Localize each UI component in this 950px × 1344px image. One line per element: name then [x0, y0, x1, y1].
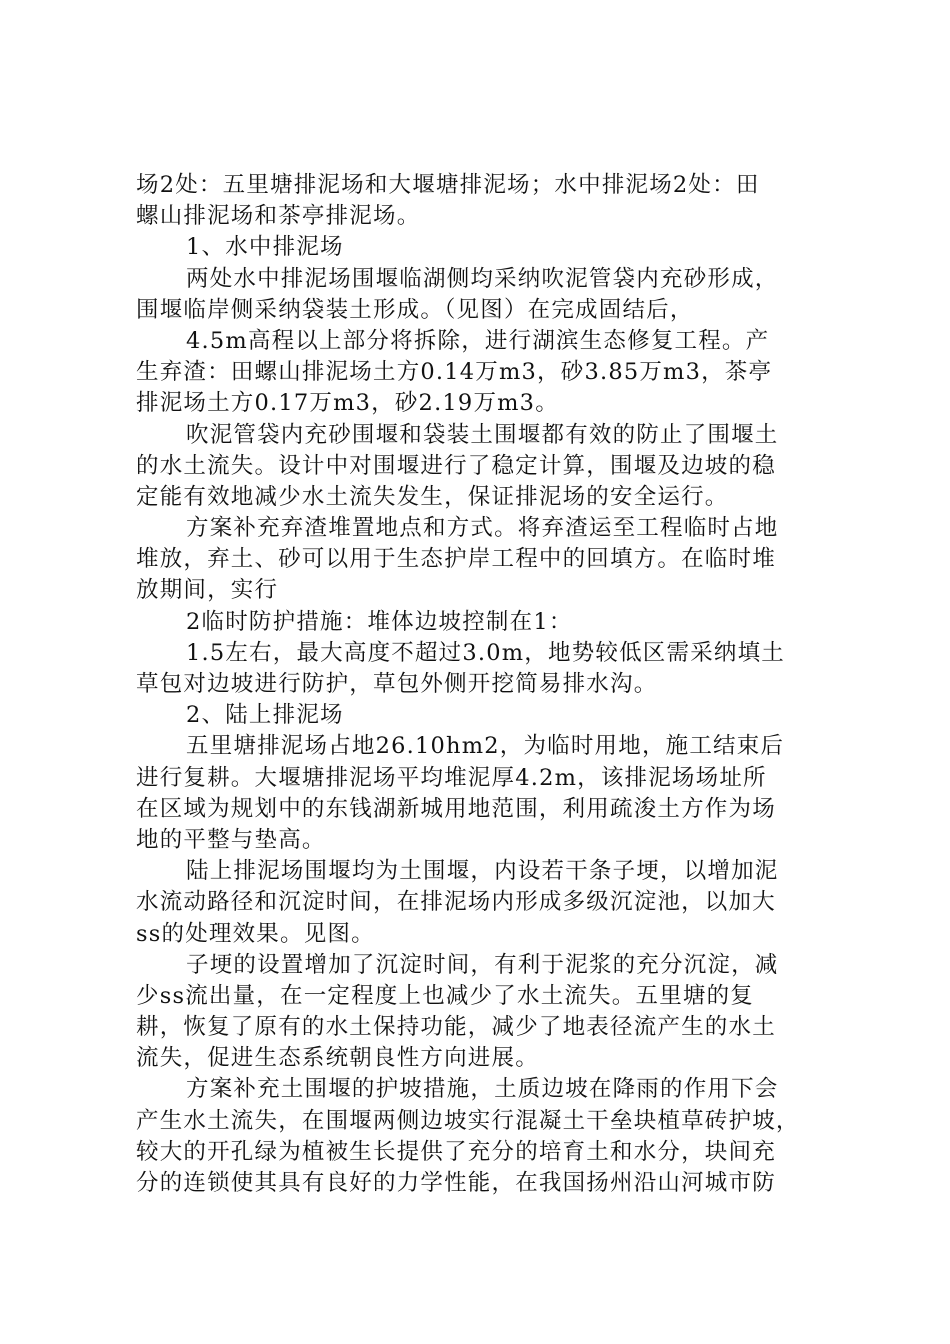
- text-line: 的水土流失。设计中对围堰进行了稳定计算，围堰及边坡的稳: [136, 452, 776, 479]
- text-line: 两处水中排泥场围堰临湖侧均采纳吹泥管袋内充砂形成，: [186, 265, 779, 292]
- section-heading: 2、陆上排泥场: [186, 702, 344, 729]
- text-line: 方案补充土围堰的护坡措施，土质边坡在降雨的作用下会: [186, 1076, 779, 1103]
- text-line: 方案补充弃渣堆置地点和方式。将弃渣运至工程临时占地: [186, 515, 779, 542]
- text-line: 生弃渣：田螺山排泥场土方0.14万m3，砂3.85万m3，茶亭: [136, 359, 773, 386]
- text-line: 堆放，弃土、砂可以用于生态护岸工程中的回填方。在临时堆: [136, 546, 776, 573]
- text-line: 较大的开孔绿为植被生长提供了充分的培育土和水分，块间充: [136, 1138, 776, 1165]
- text-line: 4.5m高程以上部分将拆除，进行湖滨生态修复工程。产: [186, 327, 770, 354]
- text-line: 水流动路径和沉淀时间，在排泥场内形成多级沉淀池，以加大: [136, 889, 776, 916]
- text-line: 子埂的设置增加了沉淀时间，有利于泥浆的充分沉淀，减: [186, 951, 779, 978]
- text-line: 分的连锁使其具有良好的力学性能，在我国扬州沿山河城市防: [136, 1170, 776, 1196]
- text-line: 场2处：五里塘排泥场和大堰塘排泥场；水中排泥场2处：田: [136, 172, 760, 198]
- text-line: 2临时防护措施：堆体边坡控制在1：: [186, 608, 573, 635]
- section-heading: 1、水中排泥场: [186, 234, 344, 261]
- text-line: 排泥场土方0.17万m3，砂2.19万m3。: [136, 390, 559, 417]
- text-line: 定能有效地减少水土流失发生，保证排泥场的安全运行。: [136, 483, 729, 510]
- text-line: 吹泥管袋内充砂围堰和袋装土围堰都有效的防止了围堰土: [186, 421, 779, 448]
- text-line: 1.5左右，最大高度不超过3.0m，地势较低区需采纳填土: [186, 639, 786, 666]
- text-line: 在区域为规划中的东钱湖新城用地范围，利用疏浚土方作为场: [136, 795, 776, 822]
- text-line: 少ss流出量，在一定程度上也减少了水土流失。五里塘的复: [136, 982, 754, 1009]
- text-line: 螺山排泥场和茶亭排泥场。: [136, 203, 421, 230]
- text-line: 地的平整与垫高。: [136, 826, 326, 853]
- text-line: 产生水土流失，在围堰两侧边坡实行混凝土干垒块植草砖护坡，: [136, 1107, 800, 1134]
- body-text: [136, 170, 836, 1199]
- text-line: 放期间，实行: [136, 577, 279, 604]
- text-line: 进行复耕。大堰塘排泥场平均堆泥厚4.2m，该排泥场场址所: [136, 764, 767, 791]
- text-line: ss的处理效果。见图。: [136, 920, 375, 947]
- text-line: 五里塘排泥场占地26.10hm2，为临时用地，施工结束后: [186, 733, 785, 760]
- text-line: 耕，恢复了原有的水土保持功能，减少了地表径流产生的水土: [136, 1014, 776, 1041]
- text-line: 流失，促进生态系统朝良性方向进展。: [136, 1045, 539, 1072]
- text-line: 围堰临岸侧采纳袋装土形成。（见图）在完成固结后，: [136, 296, 694, 323]
- text-line: 草包对边坡进行防护，草包外侧开挖简易排水沟。: [136, 671, 658, 697]
- text-line: 陆上排泥场围堰均为土围堰，内设若干条子埂，以增加泥: [186, 858, 779, 885]
